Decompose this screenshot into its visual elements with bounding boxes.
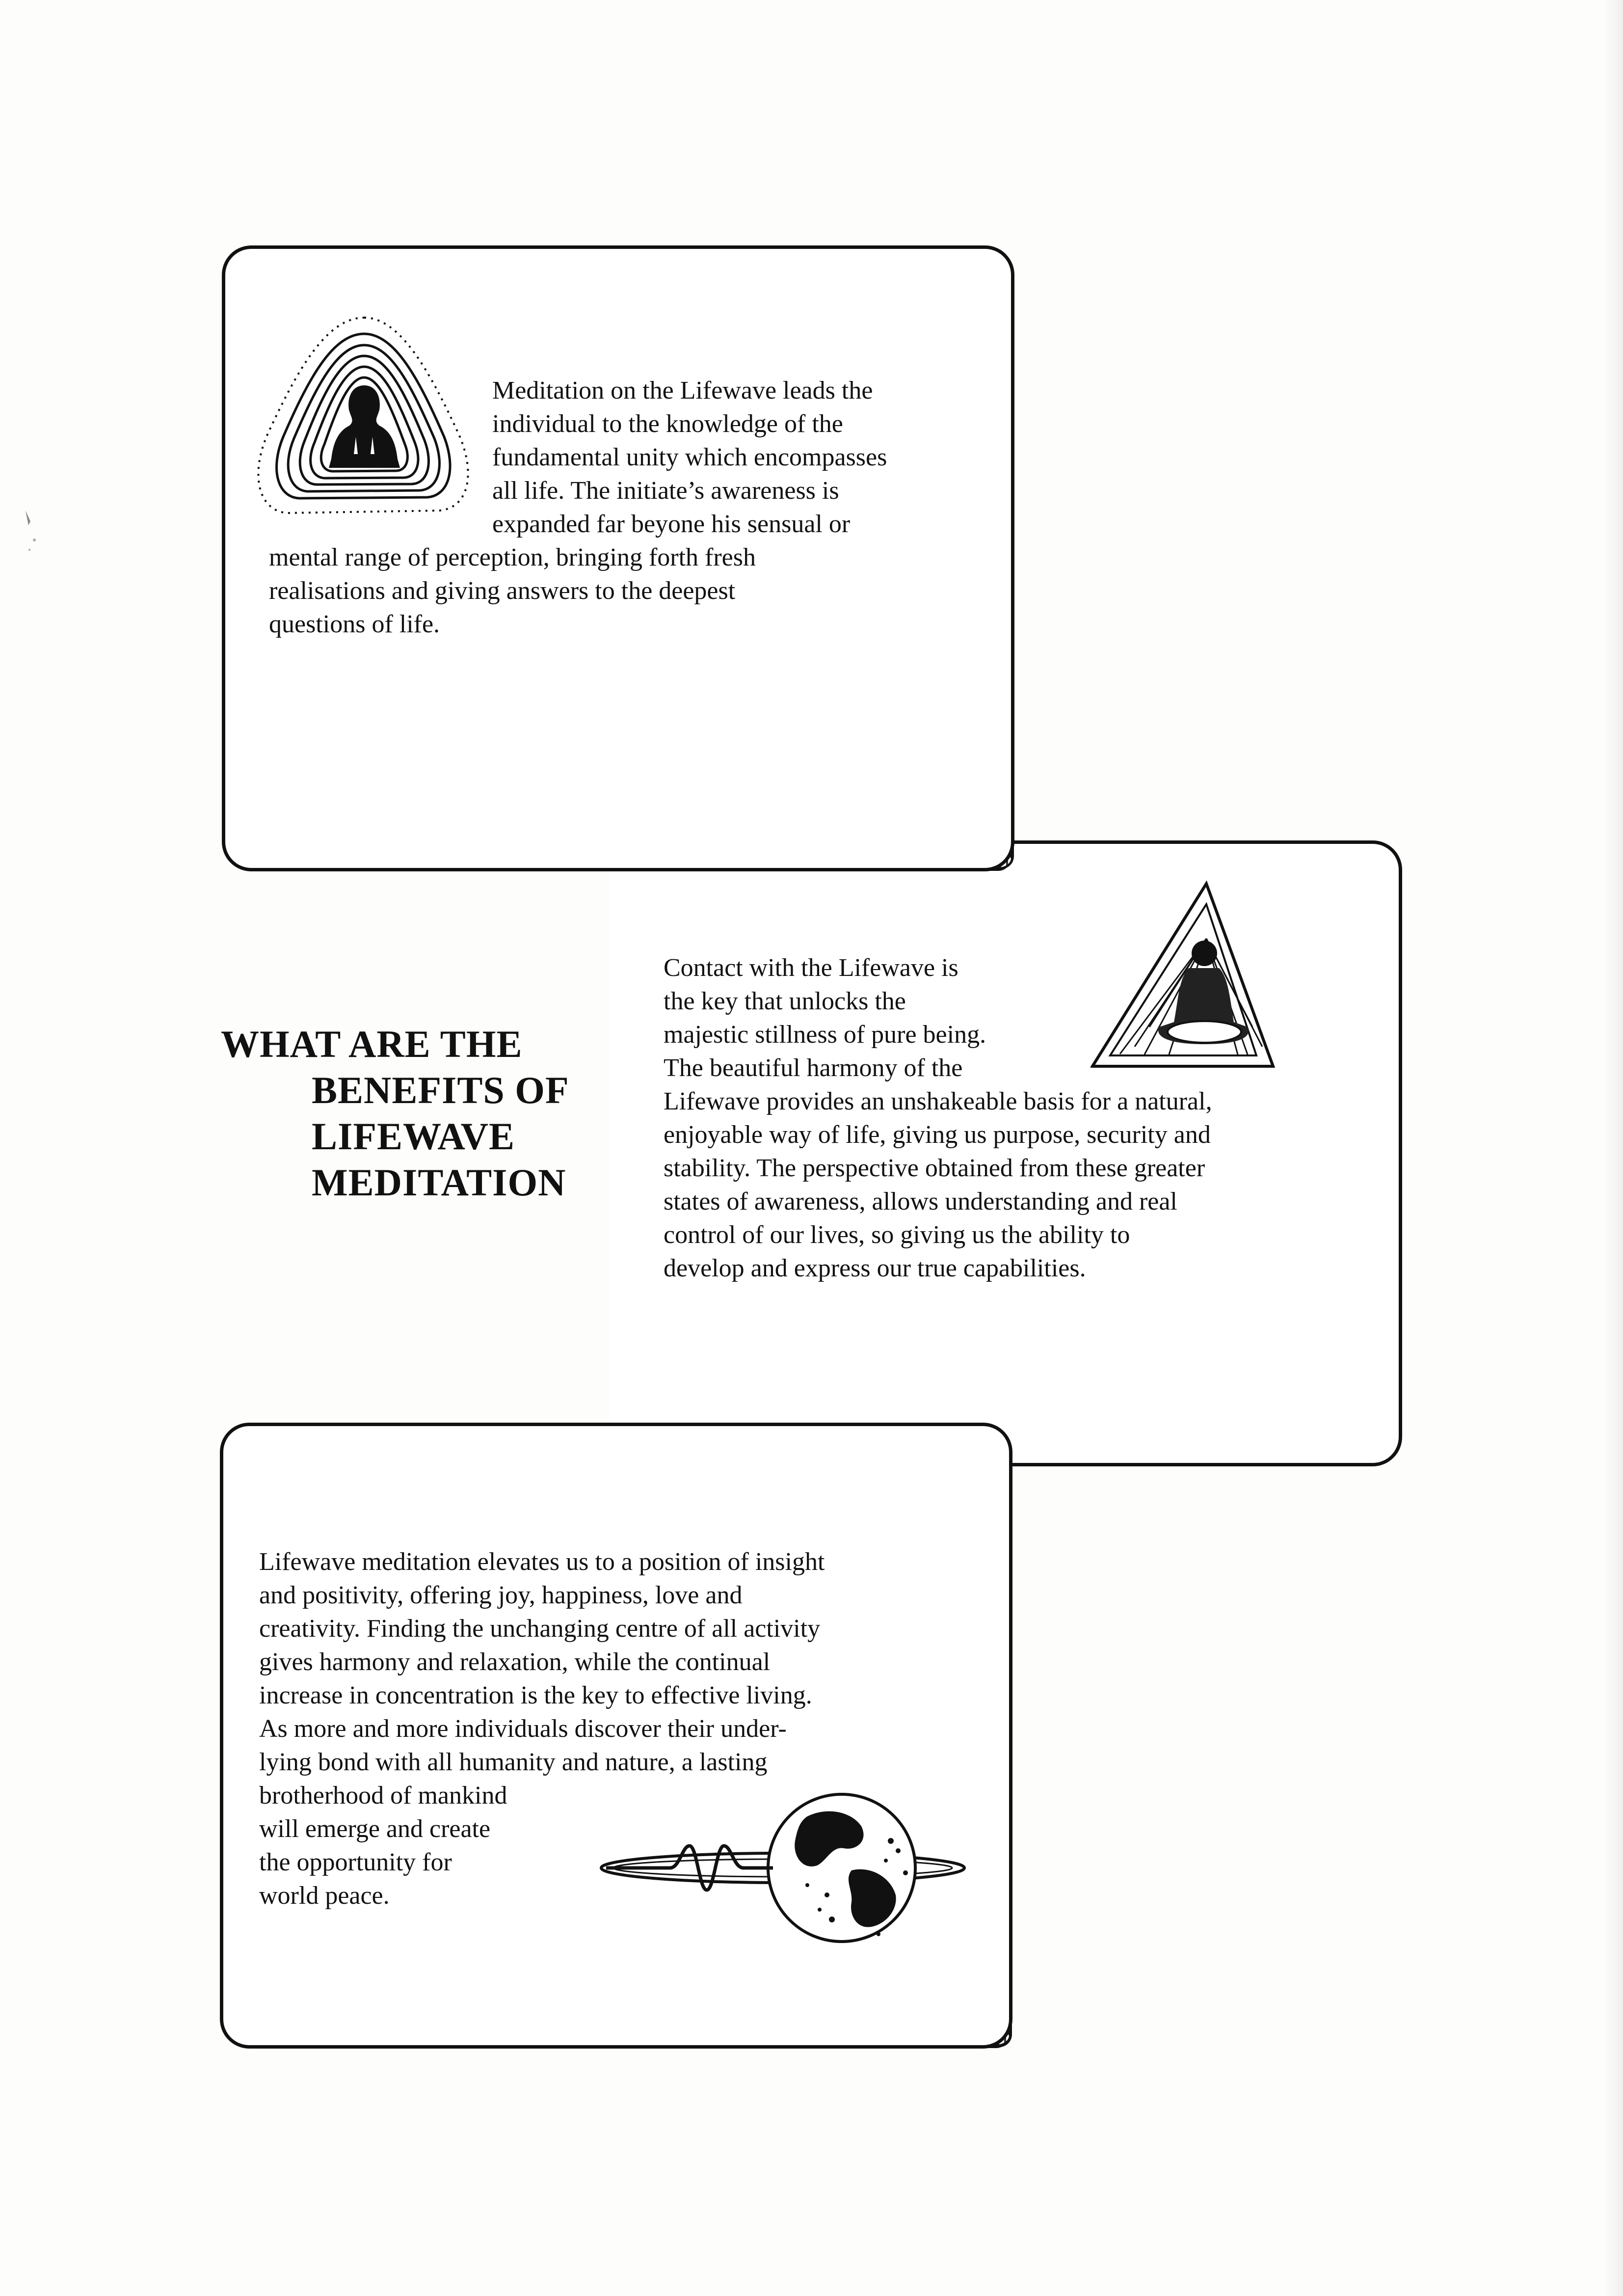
heading-line: BENEFITS OF	[312, 1069, 569, 1111]
text-line: stability. The perspective obtained from these greater	[664, 1154, 1205, 1182]
text-line: the key that unlocks the	[664, 987, 906, 1015]
text-line: The beautiful harmony of the	[664, 1054, 963, 1082]
text-line: the opportunity for	[259, 1848, 452, 1876]
text-line: Contact with the Lifewave is	[664, 954, 958, 982]
text-line: lying bond with all humanity and nature, a lasting	[259, 1748, 768, 1776]
text-line: world peace.	[259, 1882, 390, 1910]
text-line: will emerge and create	[259, 1815, 491, 1843]
middle-panel-text	[664, 951, 1375, 1285]
heading-line: LIFEWAVE	[312, 1115, 515, 1158]
text-line: increase in concentration is the key to effective living.	[259, 1681, 812, 1709]
text-line: mental range of perception, bringing forth fresh	[269, 543, 756, 571]
text-line: and positivity, offering joy, happiness, love and	[259, 1581, 743, 1609]
top-panel-text	[269, 374, 995, 641]
text-line: develop and express our true capabilities.	[664, 1254, 1086, 1282]
text-line: Meditation on the Lifewave leads the	[492, 377, 873, 405]
text-line: gives harmony and relaxation, while the continual	[259, 1648, 771, 1676]
text-line: creativity. Finding the unchanging centre of all activity	[259, 1615, 821, 1643]
bottom-panel-text	[259, 1545, 985, 1913]
text-line: Lifewave provides an unshakeable basis for a natural,	[664, 1087, 1212, 1115]
paper-specks	[20, 506, 49, 565]
heading-line: MEDITATION	[312, 1161, 566, 1204]
text-line: enjoyable way of life, giving us purpose, security and	[664, 1121, 1211, 1149]
text-line: fundamental unity which encompasses	[492, 443, 887, 471]
text-line: realisations and giving answers to the deepest	[269, 577, 736, 605]
text-line: brotherhood of mankind	[259, 1782, 507, 1810]
text-line: Lifewave meditation elevates us to a position of insight	[259, 1548, 825, 1576]
text-line: expanded far beyone his sensual or	[492, 510, 851, 538]
text-line: all life. The initiate’s awareness is	[492, 477, 839, 505]
text-line: As more and more individuals discover their under-	[259, 1715, 787, 1743]
page-heading	[221, 1021, 569, 1206]
text-line: control of our lives, so giving us the ability to	[664, 1221, 1130, 1249]
text-line: majestic stillness of pure being.	[664, 1021, 986, 1049]
text-line: questions of life.	[269, 610, 440, 638]
page-edge-shadow	[1603, 0, 1623, 2296]
heading-line: WHAT ARE THE	[221, 1023, 523, 1065]
text-line: states of awareness, allows understanding and real	[664, 1188, 1177, 1216]
text-line: individual to the knowledge of the	[492, 410, 843, 438]
